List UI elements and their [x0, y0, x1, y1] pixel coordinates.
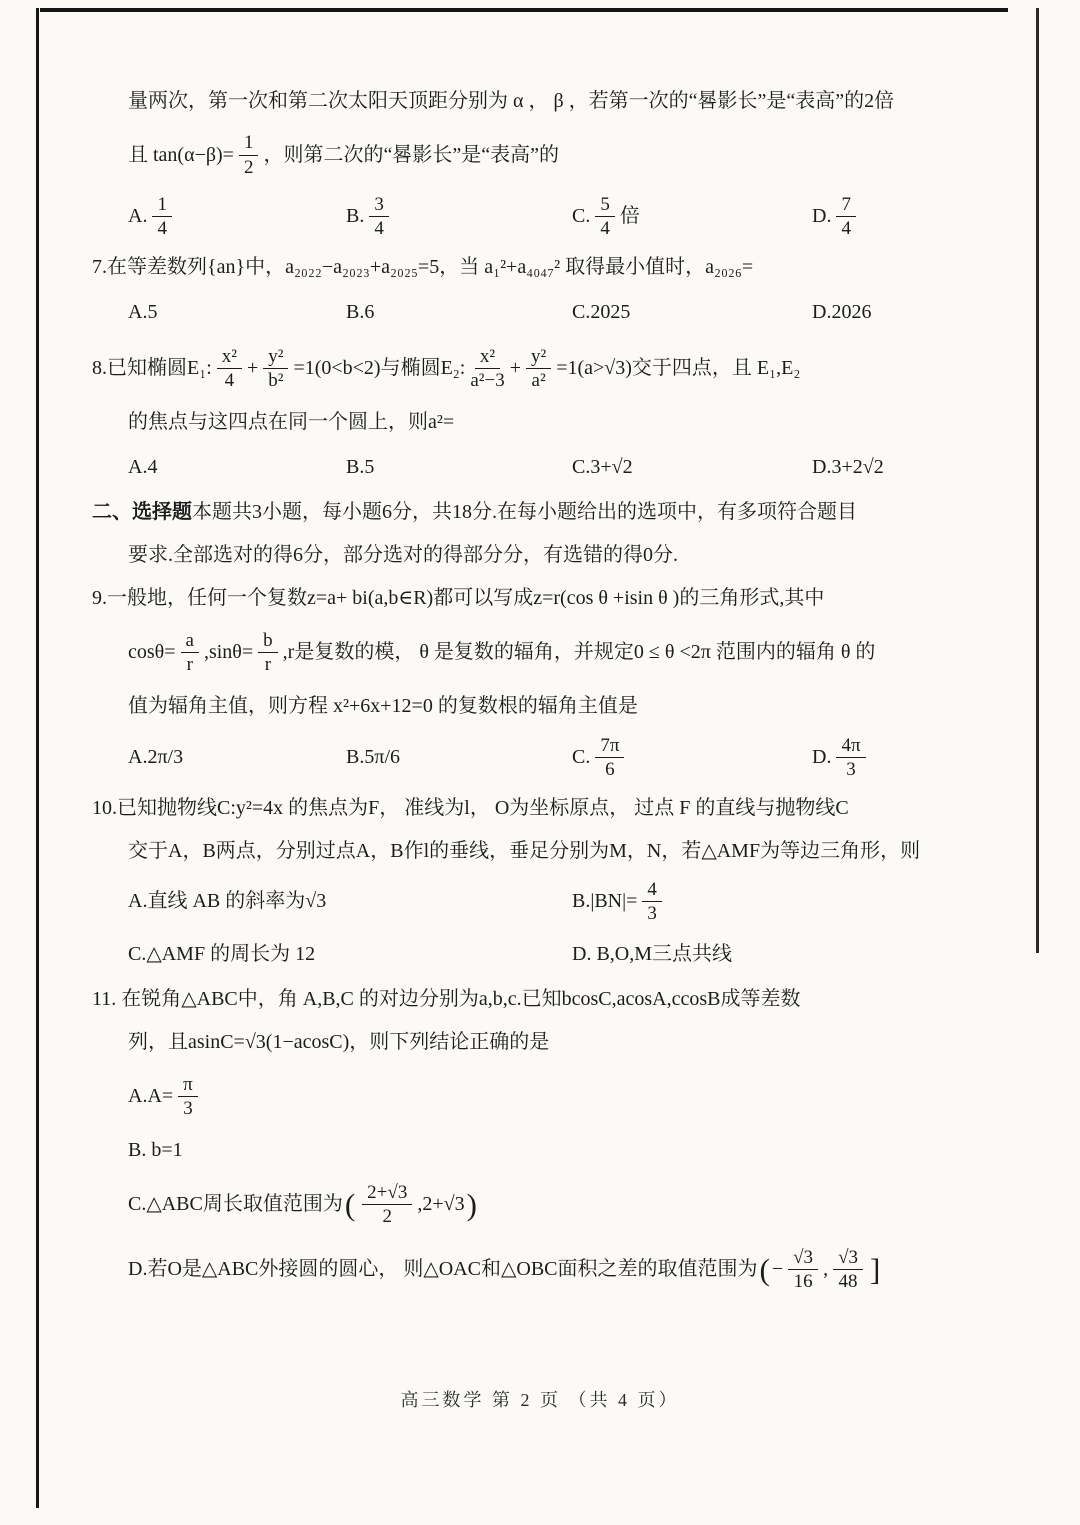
q8-option-a — [128, 454, 346, 481]
q8-line2 — [128, 408, 978, 438]
fraction-numerator: 4π — [836, 735, 865, 758]
q10-line2 — [128, 836, 978, 866]
q10-options-row2 — [128, 938, 978, 972]
q8-text: + — [509, 357, 521, 380]
option-label: A.直线 AB 的斜率为√3 — [128, 890, 327, 913]
q8-text: + — [246, 357, 259, 380]
q8-options — [128, 451, 978, 485]
fraction-denominator: 6 — [605, 758, 615, 780]
fraction — [181, 630, 199, 676]
fraction-numerator: 5 — [595, 194, 615, 217]
option-label: B.6 — [346, 301, 375, 324]
fraction-numerator: 1 — [152, 194, 172, 217]
q9-text: 9.一般地，任何一个复数z=a+ bi(a,b∈R)都可以写成z=r(cos θ +isin θ )的三角形式,其中 — [92, 587, 825, 610]
q11-option-c — [128, 1179, 978, 1231]
fraction-denominator: 2 — [243, 156, 254, 178]
q10-text: 交于A，B两点，分别过点A，B作l的垂线，垂足分别为M，N，若△AMF为等边三角形，则 — [128, 839, 921, 862]
section2-header-line2 — [128, 541, 978, 571]
fraction — [470, 346, 504, 392]
q11-line2 — [128, 1028, 978, 1058]
q11-line1 — [92, 985, 978, 1015]
q9-text: 值为辐角主值，则方程 x²+6x+12=0 的复数根的辐角主值是 — [128, 695, 638, 718]
q8-option-b — [346, 454, 572, 481]
q6-option-d — [812, 194, 978, 240]
open-paren: ( — [759, 1252, 770, 1288]
q9-line2 — [128, 627, 978, 679]
option-text: , — [823, 1258, 829, 1281]
q11-option-a — [128, 1071, 978, 1123]
option-text: ,2+√3 — [417, 1193, 465, 1216]
fraction-denominator: 3 — [183, 1098, 193, 1120]
fraction — [836, 194, 856, 240]
q9-line3 — [128, 692, 978, 722]
fraction-numerator: y² — [263, 346, 288, 369]
fraction — [595, 194, 615, 240]
q7-option-b — [346, 299, 572, 326]
fraction — [833, 1247, 863, 1293]
q9-text: ,r是复数的模， θ 是复数的辐角，并规定0 ≤ θ <2π 范围内的辐角 θ 的 — [282, 641, 876, 664]
fraction-numerator: 7 — [836, 194, 856, 217]
q9-option-c — [572, 735, 812, 781]
q11-text: 11. 在锐角△ABC中，角 A,B,C 的对边分别为a,b,c.已知bcosC,acosA,ccosB成等差数 — [92, 988, 801, 1011]
page-footer: 高三数学 第 2 页 （共 4 页） — [400, 1390, 680, 1410]
fraction-numerator: x² — [217, 346, 242, 369]
section-text: 本题共3小题，每小题6分，共18分.在每小题给出的选项中，有多项符合题目 — [192, 501, 857, 524]
option-label: B. — [346, 205, 365, 228]
q8-line1 — [92, 343, 978, 395]
q8-text: 的焦点与这四点在同一个圆上，则a²= — [128, 411, 455, 434]
fraction-denominator: 3 — [647, 903, 657, 925]
q9-option-b — [346, 744, 572, 771]
q6-text: 量两次，第一次和第二次太阳天顶距分别为 α ， β ，若第一次的“晷影长”是“表高”的2倍 — [128, 89, 895, 112]
q6-option-c — [572, 194, 812, 240]
open-paren: ( — [344, 1187, 356, 1223]
option-suffix: 倍 — [619, 205, 640, 228]
q10-line1 — [92, 793, 978, 823]
q11-text: 列，且asinC=√3(1−acosC)，则下列结论正确的是 — [128, 1031, 550, 1054]
section-text: 要求.全部选对的得6分，部分选对的得部分分，有选错的得0分. — [128, 544, 678, 567]
q11-option-b — [128, 1136, 978, 1166]
section2-header-line1 — [92, 498, 978, 528]
fraction-denominator: 4 — [374, 218, 384, 240]
option-label: D. B,O,M三点共线 — [572, 943, 733, 966]
fraction-numerator: b — [258, 630, 278, 653]
q9-line1 — [92, 584, 978, 614]
option-label: A.5 — [128, 301, 158, 324]
q6-option-a — [128, 194, 346, 240]
fraction — [362, 1182, 412, 1228]
fraction-denominator: b² — [268, 370, 284, 392]
q6-text: 且 tan(α−β)= — [128, 143, 234, 166]
fraction-denominator: a² — [531, 370, 546, 392]
option-label: C.3+√2 — [572, 456, 633, 479]
option-label: A.4 — [128, 456, 158, 479]
fraction-denominator: r — [186, 654, 193, 676]
q9-option-d — [812, 735, 978, 781]
fraction — [239, 132, 259, 178]
fraction-denominator: r — [264, 654, 272, 676]
close-bracket: ] — [870, 1252, 881, 1288]
fraction — [642, 879, 662, 925]
fraction-denominator: 16 — [793, 1271, 813, 1293]
q11-option-d — [128, 1244, 978, 1296]
fraction — [258, 630, 278, 676]
q9-text: ,sinθ= — [203, 641, 254, 664]
fraction — [152, 194, 172, 240]
q6-line1 — [128, 86, 978, 116]
fraction — [369, 194, 389, 240]
fraction-numerator: 3 — [369, 194, 389, 217]
scan-border-top — [40, 8, 1008, 12]
fraction-numerator: √3 — [833, 1247, 863, 1270]
option-label: D. — [812, 745, 832, 768]
fraction-denominator: 4 — [224, 370, 235, 392]
section-title: 二、选择题 — [92, 501, 192, 524]
fraction-denominator: 2 — [382, 1206, 392, 1228]
fraction — [595, 735, 624, 781]
option-label: D.3+2√2 — [812, 456, 884, 479]
option-label: A. — [128, 205, 148, 228]
fraction-denominator: 4 — [841, 218, 851, 240]
q8-text: =1(a>√3)交于四点，且 E₁,E₂ — [556, 357, 801, 380]
option-label: D.2026 — [812, 301, 872, 324]
minus-sign: − — [771, 1258, 784, 1281]
q7-text: 7.在等差数列{an}中，a₂₀₂₂−a₂₀₂₃+a₂₀₂₅=5，当 a₁²+a₄₀₄₇² 取得最小值时，a₂₀₂₆= — [92, 256, 754, 279]
option-label: C.2025 — [572, 301, 631, 324]
q8-option-c — [572, 454, 812, 481]
q6-options — [128, 194, 978, 240]
fraction — [178, 1074, 198, 1120]
fraction-denominator: 48 — [838, 1271, 858, 1293]
option-label: B.5 — [346, 456, 375, 479]
q8-text: =1(0<b<2)与椭圆E₂: — [293, 357, 466, 380]
option-label: C.△ABC周长取值范围为 — [128, 1193, 343, 1216]
scan-border-right — [1036, 8, 1039, 953]
option-label: C. — [572, 205, 591, 228]
fraction — [217, 346, 242, 392]
fraction-denominator: 4 — [157, 218, 167, 240]
option-label: B.5π/6 — [346, 745, 400, 768]
q10-option-a — [128, 888, 572, 915]
option-label: D. — [812, 205, 832, 228]
option-label: B.|BN|= — [572, 890, 638, 913]
fraction-numerator: π — [178, 1074, 198, 1097]
fraction — [836, 735, 865, 781]
fraction-numerator: 4 — [642, 879, 662, 902]
fraction-denominator: 4 — [600, 218, 610, 240]
fraction — [526, 346, 551, 392]
close-paren: ) — [466, 1187, 477, 1223]
q9-option-a — [128, 744, 346, 771]
fraction-numerator: y² — [526, 346, 551, 369]
q10-option-c — [128, 941, 572, 968]
fraction-numerator: 1 — [239, 132, 259, 155]
fraction — [263, 346, 288, 392]
q7-option-a — [128, 299, 346, 326]
fraction-denominator: 3 — [846, 758, 856, 780]
fraction-numerator: 7π — [595, 735, 624, 758]
option-label: C. — [572, 745, 591, 768]
fraction — [788, 1247, 818, 1293]
q10-text: 10.已知抛物线C:y²=4x 的焦点为F， 准线为l， O为坐标原点， 过点 F 的直线与抛物线C — [92, 796, 849, 819]
q6-text: ，则第二次的“晷影长”是“表高”的 — [263, 143, 559, 166]
option-label: A.A= — [128, 1085, 174, 1108]
fraction-numerator: √3 — [788, 1247, 818, 1270]
q8-option-d — [812, 454, 978, 481]
option-label: C.△AMF 的周长为 12 — [128, 943, 316, 966]
q8-text: 8.已知椭圆E₁: — [92, 357, 212, 380]
option-label: D.若O是△ABC外接圆的圆心， 则△OAC和△OBC面积之差的取值范围为 — [128, 1258, 758, 1281]
q7-option-d — [812, 299, 978, 326]
q7-option-c — [572, 299, 812, 326]
page-content — [92, 86, 978, 1309]
q10-option-d — [572, 941, 978, 968]
q10-option-b — [572, 879, 978, 925]
fraction-numerator: a — [181, 630, 199, 653]
fraction-denominator: a²−3 — [470, 370, 505, 392]
fraction-numerator: 2+√3 — [362, 1182, 412, 1205]
q6-line2 — [128, 129, 978, 181]
scan-border-left — [36, 8, 39, 1508]
q9-text: cosθ= — [128, 641, 176, 664]
fraction-numerator: x² — [475, 346, 500, 369]
q7-options — [128, 296, 978, 330]
q9-options — [128, 735, 978, 781]
q10-options-row1 — [128, 879, 978, 925]
q7-stem — [92, 253, 978, 283]
option-label: A.2π/3 — [128, 745, 184, 768]
q6-option-b — [346, 194, 572, 240]
option-label: B. b=1 — [128, 1139, 183, 1162]
